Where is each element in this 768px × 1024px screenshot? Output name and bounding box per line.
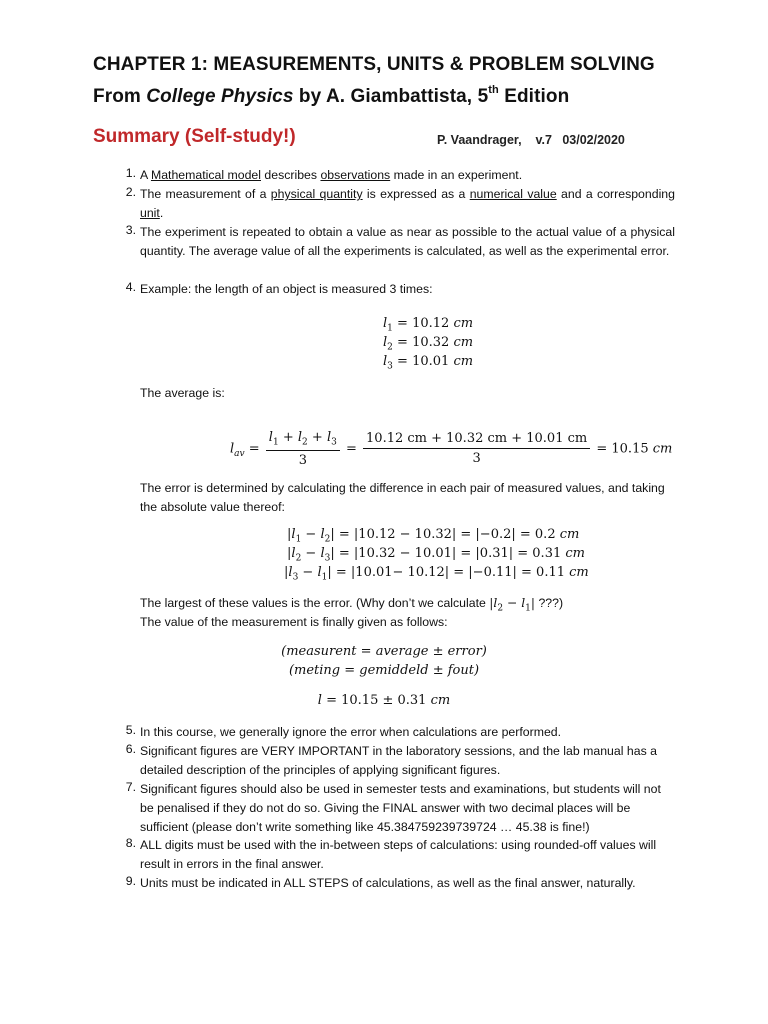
measurement-l3: $l_3 = 10.01$ cm	[383, 354, 474, 372]
measurement-l1: $l_1 = 10.12$ cm	[383, 316, 474, 334]
list-number: 4.	[125, 280, 136, 294]
unit: cm	[453, 354, 474, 369]
final-result: l = 10.15 ± 0.31 cm	[317, 693, 451, 708]
term-mathematical-model: Mathematical model	[150, 168, 261, 182]
list-number: 1.	[125, 166, 136, 180]
list-number: 7.	[125, 780, 136, 794]
source-suffix: Edition	[498, 86, 570, 107]
list-number: 5.	[125, 723, 136, 737]
text-run: The measurement of a	[140, 187, 271, 201]
list-item-7: Significant figures should also be used in semester tests and examinations, but students will not be penalised if they do not do so. Giving the FINAL answer with two decimal places will be sufficient (please don’t write something like 45.384759239739724 … 45.38 is fine!)	[140, 782, 661, 834]
measurement-form-en: (measurent = average ± error)	[281, 644, 487, 659]
date: 03/02/2020	[562, 133, 625, 147]
book-source-line	[93, 84, 569, 108]
avg-subscript: av	[234, 448, 245, 459]
text-run: made in an experiment.	[390, 168, 523, 182]
largest-error-text: The largest of these values is the error. (Why don’t we calculate $|l_2 - l_1|$ ???)	[140, 596, 564, 614]
text-run: .	[159, 206, 164, 220]
list-number: 9.	[125, 874, 136, 888]
final-value-intro: The value of the measurement is finally given as follows:	[140, 615, 448, 629]
term-unit: unit	[140, 206, 160, 220]
text-run: is expressed as a	[362, 187, 470, 201]
list-number: 3.	[125, 223, 136, 237]
list-number: 2.	[125, 185, 136, 199]
list-item-4: Example: the length of an object is measured 3 times:	[140, 282, 433, 296]
chapter-title: CHAPTER 1: MEASUREMENTS, UNITS & PROBLEM SOLVING	[93, 54, 655, 75]
average-equation: $l_{av}$ = $\frac{l_1 + l_2 + l_3}{3}$ = $\frac{10.12 cm + 10.32 cm + 10.01 cm}{3}$ = 10.15 cm	[230, 430, 673, 468]
unit: cm	[453, 335, 474, 350]
unit: cm	[453, 316, 474, 331]
list-item-2	[140, 185, 675, 223]
list-item-8: ALL digits must be used with the in-between steps of calculations: using rounded-off values will result in errors in the final answer.	[140, 838, 657, 871]
source-author: by A. Giambattista, 5	[293, 86, 489, 107]
list-item-5: In this course, we generally ignore the error when calculations are performed.	[140, 725, 562, 739]
author-name: P. Vaandrager,	[437, 133, 522, 147]
text-run: A	[140, 168, 151, 182]
term-numerical-value: numerical value	[469, 187, 557, 201]
term-observations: observations	[320, 168, 391, 182]
list-number: 6.	[125, 742, 136, 756]
list-item-6: Significant figures are VERY IMPORTANT in the laboratory sessions, and the lab manual has a detailed description of the principles of applying significant figures.	[140, 744, 657, 777]
term-physical-quantity: physical quantity	[270, 187, 363, 201]
author-line	[437, 133, 625, 147]
version: v.7	[535, 133, 552, 147]
list-item-1	[140, 166, 675, 185]
avg-result: 10.15	[611, 441, 649, 457]
text-run: and a corresponding	[556, 187, 675, 201]
avg-symbol: l	[230, 441, 235, 457]
error-description: The error is determined by calculating the difference in each pair of measured values, and taking the absolute value thereof:	[140, 481, 665, 514]
source-prefix: From	[93, 86, 147, 107]
avg-fraction-symbolic: $\frac{l_1 + l_2 + l_3}{3}$	[266, 430, 340, 468]
list-number: 8.	[125, 836, 136, 850]
measurement-l2: $l_2 = 10.32$ cm	[383, 335, 474, 353]
value-l3: 10.01	[412, 354, 450, 369]
average-intro: The average is:	[140, 386, 225, 400]
difference-2: $|l_2 - l_3| = |10.32 - 10.01| = |0.31| = 0.31$ cm	[287, 546, 585, 564]
summary-title: Summary (Self-study!)	[93, 126, 296, 147]
value-l2: 10.32	[412, 335, 450, 350]
measurement-form-nl: (meting = gemiddeld ± fout)	[288, 663, 480, 678]
value-l1: 10.12	[412, 316, 450, 331]
avg-fraction-numeric: $\frac{10.12 cm + 10.32 cm + 10.01 cm}{3}$	[363, 431, 590, 466]
edition-superscript: th	[488, 84, 499, 96]
text-run: ???)	[535, 596, 564, 610]
text-run: describes	[261, 168, 321, 182]
list-item-3: The experiment is repeated to obtain a value as near as possible to the actual value of a physical quantity. The average value of all the experiments is calculated, as well as the experimental error.	[140, 225, 675, 258]
text-run: The largest of these values is the error. (Why don’t we calculate	[140, 596, 490, 610]
list-item-9: Units must be indicated in ALL STEPS of calculations, as well as the final answer, naturally.	[140, 876, 636, 890]
book-title: College Physics	[146, 86, 294, 107]
difference-3: $|l_3 - l_1| = |10.01- 10.12| = |-0.11| = 0.11$ cm	[284, 565, 589, 583]
difference-1: $|l_1 - l_2| = |10.12 - 10.32| = |-0.2| = 0.2$ cm	[287, 527, 580, 545]
unit: cm	[652, 441, 673, 457]
